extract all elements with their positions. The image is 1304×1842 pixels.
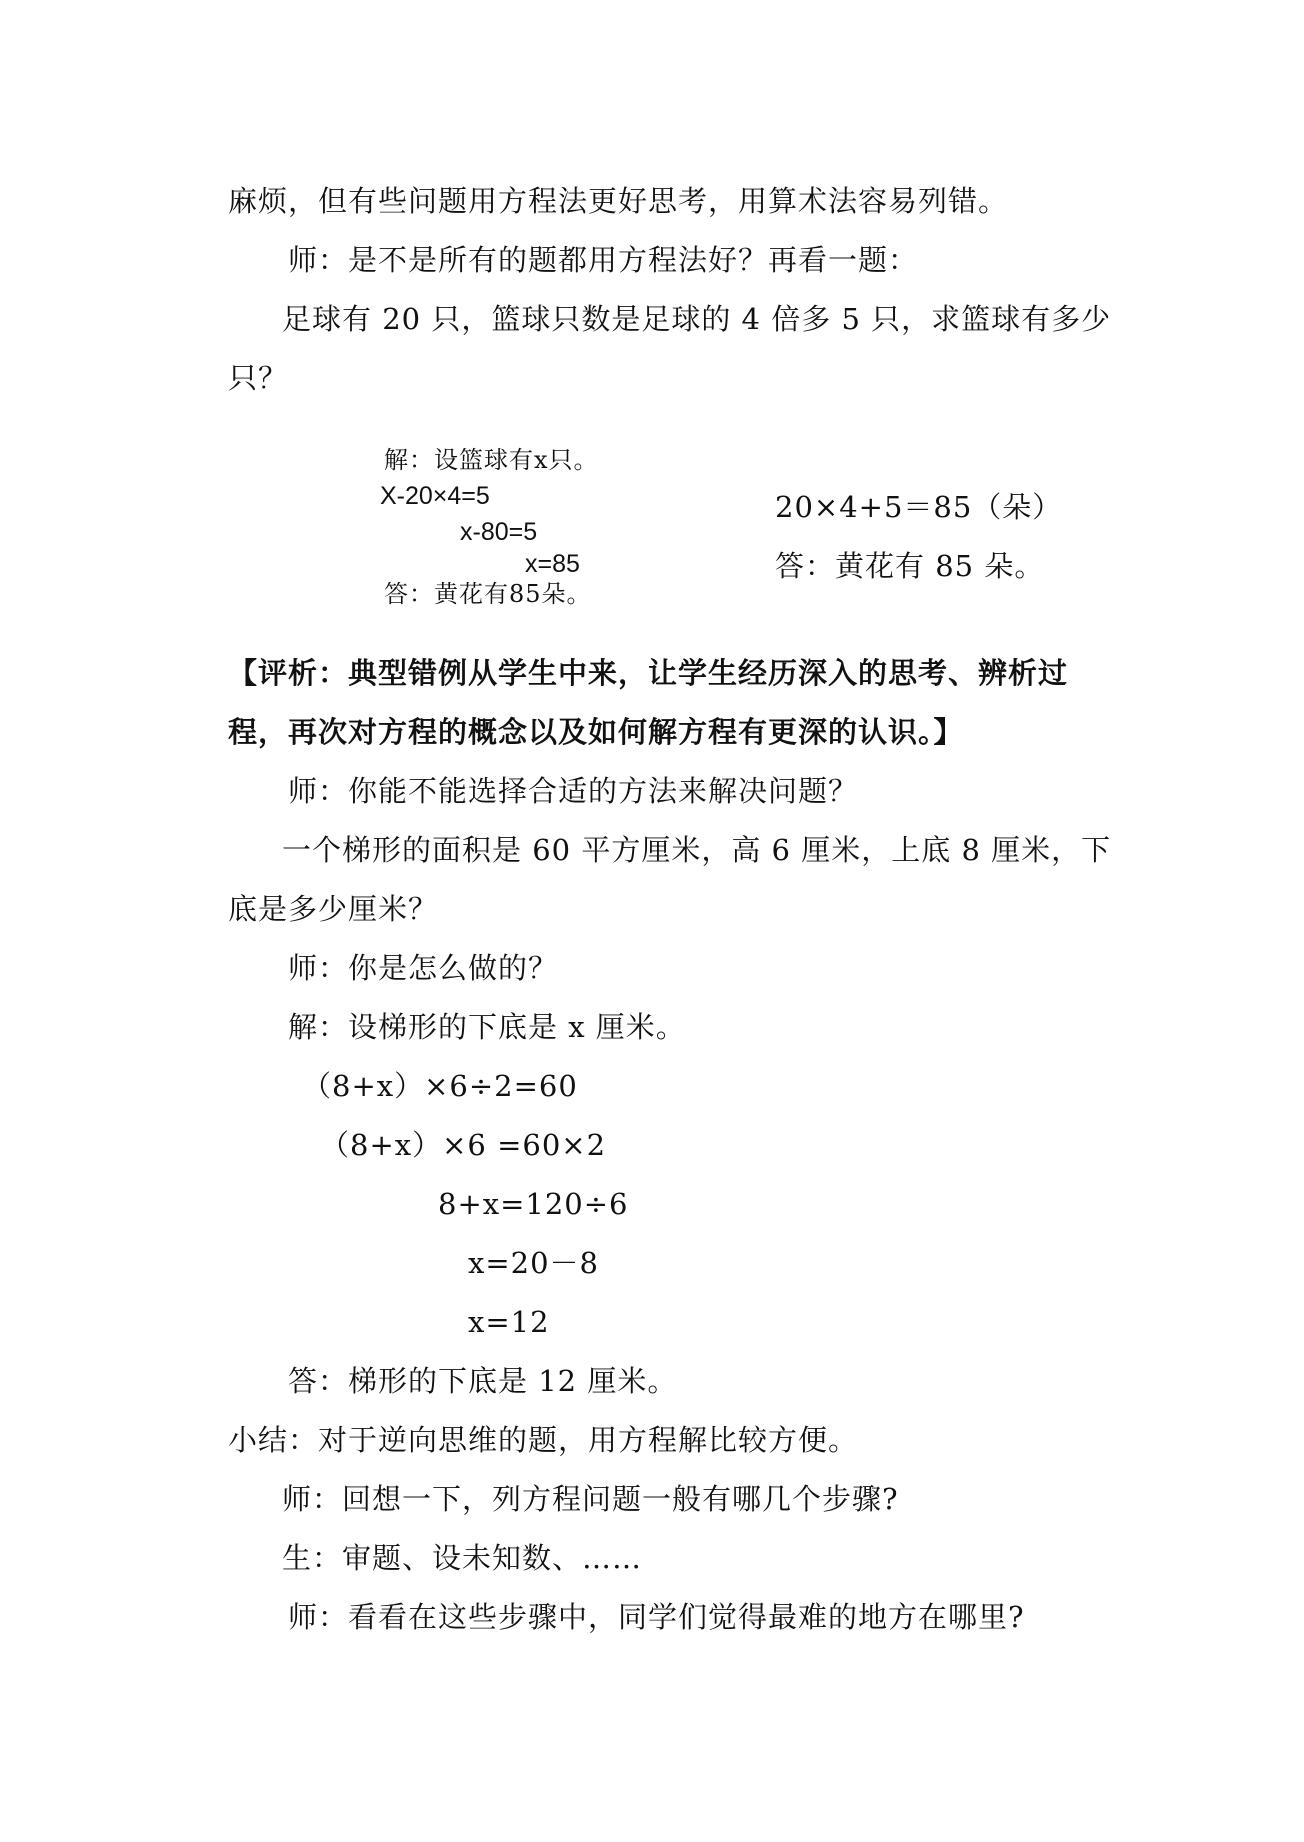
trapezoid-equation-1: （8+x）×6÷2=60 (302, 1069, 578, 1103)
equation-step-3: x=85 (525, 550, 580, 578)
equation-intro: 解：设篮球有x只。 (384, 446, 599, 474)
paragraph-continuation: 麻烦，但有些问题用方程法更好思考，用算术法容易列错。 (228, 184, 1009, 218)
teacher-difficulty-question: 师：看看在这些步骤中，同学们觉得最难的地方在哪里? (288, 1600, 1025, 1634)
trapezoid-solution-intro: 解：设梯形的下底是 x 厘米。 (288, 1010, 686, 1044)
teacher-question: 师：是不是所有的题都用方程法好？再看一题： (288, 243, 919, 277)
football-problem-line2: 只？ (228, 361, 289, 395)
teacher-how-question: 师：你是怎么做的？ (288, 951, 559, 985)
equation-step-2: x-80=5 (460, 518, 538, 546)
trapezoid-equation-3: 8+x=120÷6 (438, 1187, 629, 1221)
trapezoid-equation-4: x=20－8 (468, 1246, 600, 1280)
equation-answer: 答：黄花有85朵。 (384, 580, 592, 608)
trapezoid-problem-line1: 一个梯形的面积是 60 平方厘米，高 6 厘米，上底 8 厘米，下 (282, 833, 1112, 867)
summary: 小结：对于逆向思维的题，用方程解比较方便。 (228, 1423, 859, 1457)
teacher-method-question: 师：你能不能选择合适的方法来解决问题？ (288, 774, 859, 808)
trapezoid-equation-5: x=12 (468, 1305, 550, 1339)
student-answer: 生：审题、设未知数、…… (282, 1541, 643, 1575)
comment-line-1: 【评析：典型错例从学生中来，让学生经历深入的思考、辨析过 (228, 656, 1069, 690)
equation-step-1: X-20×4=5 (380, 482, 490, 510)
trapezoid-answer: 答：梯形的下底是 12 厘米。 (288, 1364, 678, 1398)
teacher-steps-question: 师：回想一下，列方程问题一般有哪几个步骤? (282, 1482, 899, 1516)
trapezoid-equation-2: （8+x）×6 =60×2 (320, 1128, 607, 1162)
arithmetic-calculation: 20×4+5＝85（朵） (775, 490, 1063, 524)
football-problem-line1: 足球有 20 只，篮球只数是足球的 4 倍多 5 只，求篮球有多少 (282, 302, 1112, 336)
comment-line-2: 程，再次对方程的概念以及如何解方程有更深的认识。】 (228, 715, 964, 749)
trapezoid-problem-line2: 底是多少厘米？ (228, 892, 439, 926)
arithmetic-answer: 答：黄花有 85 朵。 (775, 549, 1045, 583)
equation-solution-image (380, 440, 680, 610)
